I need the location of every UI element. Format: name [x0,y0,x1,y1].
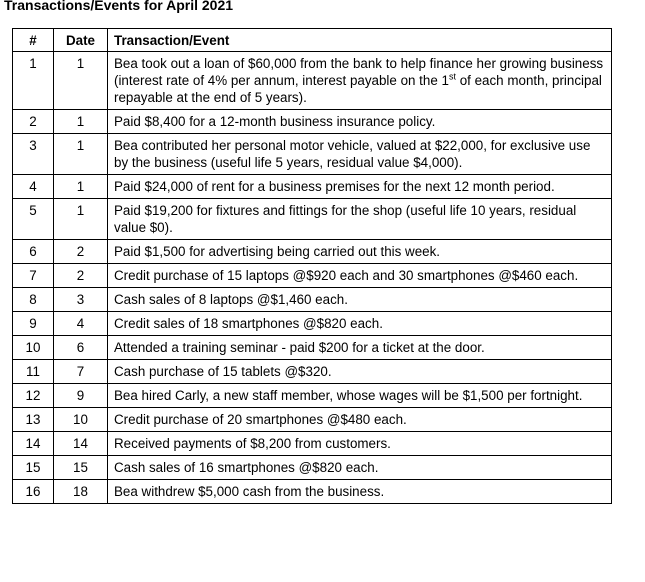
row-transaction: Received payments of $8,200 from customers. [108,432,612,456]
row-transaction: Bea contributed her personal motor vehicle, valued at $22,000, for exclusive use by the business (useful life 5 years, residual value $4,000). [108,134,612,175]
row-transaction-text: Bea took out a loan of $60,000 from the bank to help finance her growing business (interest rate of 4% per annum, interest payable on the 1 [114,56,604,88]
row-number: 13 [13,408,54,432]
row-date: 2 [54,264,108,288]
row-transaction: Paid $19,200 for fixtures and fittings for the shop (useful life 10 years, residual value $0). [108,199,612,240]
table-row [13,456,612,480]
row-date: 7 [54,360,108,384]
row-date: 1 [54,134,108,175]
row-transaction: Bea withdrew $5,000 cash from the business. [108,480,612,504]
row-number: 7 [13,264,54,288]
table-row [13,175,612,199]
row-number: 16 [13,480,54,504]
row-number: 2 [13,110,54,134]
ordinal-suffix: st [448,71,456,82]
document-title: Transactions/Events for April 2021 [4,0,234,13]
row-date: 1 [54,52,108,110]
row-number: 1 [13,52,54,110]
table-row [13,360,612,384]
row-number: 12 [13,384,54,408]
row-number: 9 [13,312,54,336]
row-date: 2 [54,240,108,264]
table-row [13,408,612,432]
row-date: 9 [54,384,108,408]
row-transaction-text-cont: of each month, principal repayable at the end of 5 years). [114,73,602,105]
row-date: 10 [54,408,108,432]
table-row [13,199,612,240]
table-row [13,264,612,288]
table-row [13,432,612,456]
row-number: 3 [13,134,54,175]
row-transaction: Cash sales of 8 laptops @$1,460 each. [108,288,612,312]
row-transaction: Credit purchase of 20 smartphones @$480 each. [108,408,612,432]
row-date: 3 [54,288,108,312]
row-transaction: Paid $8,400 for a 12-month business insurance policy. [108,110,612,134]
table-row [13,134,612,175]
table-row [13,288,612,312]
row-transaction: Credit sales of 18 smartphones @$820 each. [108,312,612,336]
row-transaction: Paid $24,000 of rent for a business premises for the next 12 month period. [108,175,612,199]
row-date: 6 [54,336,108,360]
table-row [13,384,612,408]
row-transaction: Paid $1,500 for advertising being carried out this week. [108,240,612,264]
row-number: 11 [13,360,54,384]
table-row [13,52,612,110]
row-transaction: Credit purchase of 15 laptops @$920 each and 30 smartphones @$460 each. [108,264,612,288]
column-header-date: Date [54,29,108,52]
row-transaction: Cash purchase of 15 tablets @$320. [108,360,612,384]
row-date: 15 [54,456,108,480]
table-row [13,312,612,336]
row-number: 14 [13,432,54,456]
row-number: 15 [13,456,54,480]
row-number: 5 [13,199,54,240]
row-number: 6 [13,240,54,264]
row-transaction [108,52,612,110]
column-header-number: # [13,29,54,52]
row-date: 18 [54,480,108,504]
row-date: 14 [54,432,108,456]
row-number: 8 [13,288,54,312]
table-row [13,240,612,264]
row-date: 1 [54,175,108,199]
column-header-transaction: Transaction/Event [108,29,612,52]
row-date: 4 [54,312,108,336]
row-transaction: Bea hired Carly, a new staff member, whose wages will be $1,500 per fortnight. [108,384,612,408]
transactions-table [12,28,612,504]
table-row [13,110,612,134]
table-row [13,480,612,504]
row-date: 1 [54,110,108,134]
table-row [13,336,612,360]
row-number: 4 [13,175,54,199]
row-transaction: Cash sales of 16 smartphones @$820 each. [108,456,612,480]
row-date: 1 [54,199,108,240]
row-number: 10 [13,336,54,360]
row-transaction: Attended a training seminar - paid $200 for a ticket at the door. [108,336,612,360]
table-header-row [13,29,612,52]
